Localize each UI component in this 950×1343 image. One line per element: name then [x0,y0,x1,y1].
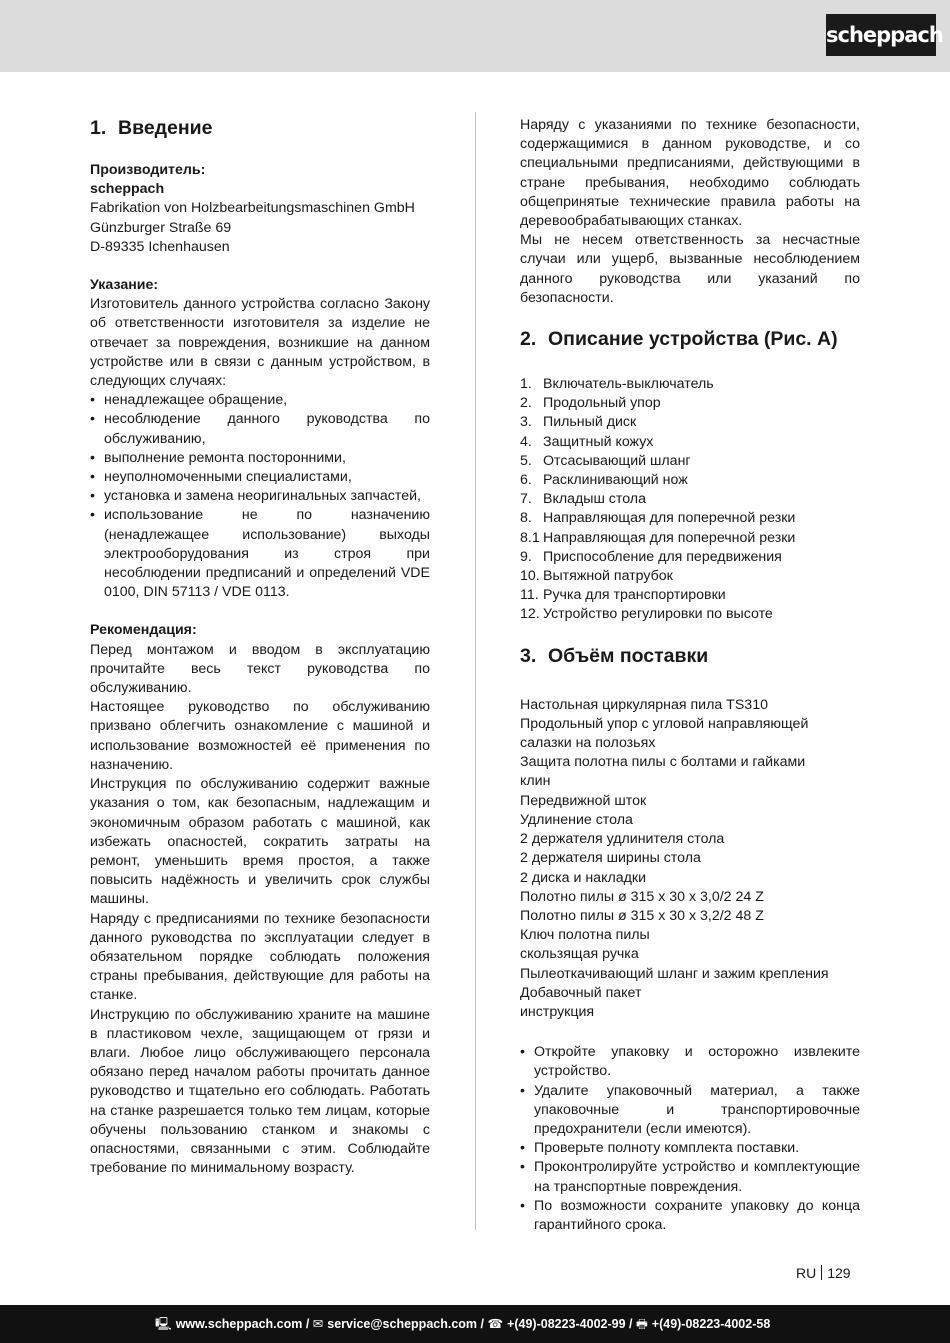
section-3-heading [520,644,860,668]
list-item [520,471,860,490]
part-label: Расклинивающий нож [543,472,688,489]
page-language: RU [796,1265,817,1281]
computer-icon: 🖳 [155,1317,172,1331]
manufacturer-name: scheppach [90,181,165,198]
delivery-list [520,696,860,1022]
safety-intro-paragraph: Наряду с указаниями по технике безопасности, содержащимися в данном руководстве, и со специальными предписаниями, действующими в стране пребывания, необходимо соблюдать общепринятые технические правила работы на деревообрабатывающих станках. [520,117,860,230]
list-item [520,433,860,452]
fax-icon: 🖶 [635,1317,648,1331]
footer-bar [0,1305,950,1343]
list-item [520,394,860,413]
list-item [520,567,860,586]
list-item: Полотно пилы ø 315 x 30 x 3,2/2 48 Z [520,907,764,924]
recommendation-paragraph: Инструкцию по обслуживанию храните на машине в пластиковом чехле, защищающем от грязи и влаги. Любое лицо обслуживающего персонала обязано перед началом работы прочитать данное руководство и тщательно его соблюдать. Работать на станке разрешается только тем лицам, которые обучены пользованию станком и знакомы с опасностями, связанными с этим. Соблюдайте требование по минимальному возрасту. [90,1006,430,1177]
section-2-title: Описание устройства (Рис. A) [548,328,838,351]
address-line: D-89335 Ichenhausen [90,238,230,255]
part-number: 12. [520,606,540,623]
footer-website[interactable]: www.scheppach.com / [175,1317,310,1331]
safety-intro-paragraph: Мы не несем ответственность за несчастные случаи или ущерб, вызванные несоблюдением данного руководства или указаний по безопасности. [520,232,860,306]
list-item: • Откройте упаковку и осторожно извлеките устройство. [520,1043,860,1081]
part-number: 2. [520,395,532,412]
note-bullet-list [90,391,430,602]
list-item [520,490,860,509]
right-column [520,116,860,1235]
list-item: Продольный упор с угловой направляющей [520,715,809,732]
footer-email[interactable]: service@scheppach.com / [327,1317,484,1331]
list-item [520,586,860,605]
list-item: клин [520,773,551,790]
section-3-title: Объём поставки [548,644,709,667]
part-number: 7. [520,491,532,508]
part-label: Защитный кожух [543,433,654,450]
address-line: Fabrikation von Holzbearbeitungsmaschinen GmbH [90,200,415,217]
list-item: • ненадлежащее обращение, [90,391,430,410]
part-label: Приспособление для передвижения [543,548,782,565]
part-label: Отсасывающий шланг [543,452,691,469]
address-line: Günzburger Straße 69 [90,219,232,236]
list-item: Защита полотна пилы с болтами и гайками [520,754,806,771]
list-item: Полотно пилы ø 315 x 30 x 3,0/2 24 Z [520,888,764,905]
list-item [520,509,860,528]
page-number-separator [821,1265,822,1280]
part-label: Продольный упор [543,395,661,412]
list-item [520,375,860,394]
list-item: скользящая ручка [520,946,639,963]
section-3-number: 3. [520,644,537,667]
list-item [520,529,860,548]
parts-list [520,375,860,625]
footer-contacts [155,1305,770,1343]
section-2-number: 2. [520,328,537,351]
recommendation-paragraph: Перед монтажом и вводом в эксплуатацию прочитайте весь текст руководства по обслуживанию. [90,641,430,697]
part-label: Вкладыш стола [543,491,646,508]
part-label: Направляющая для поперечной резки [543,529,796,546]
left-column [90,116,430,1178]
list-item: • неуполномоченными специалистами, [90,468,430,487]
list-item: • Удалите упаковочный материал, а также упаковочные и транспортировочные предохранители (если имеются). [520,1082,860,1140]
part-number: 6. [520,472,532,489]
section-1-title: Введение [118,117,213,139]
list-item: 2 держателя ширины стола [520,850,701,867]
part-number: 9. [520,548,532,565]
part-label: Включатель-выключатель [543,376,714,393]
list-item [520,605,860,624]
list-item: • выполнение ремонта посторонними, [90,449,430,468]
list-item: салазки на полозьях [520,735,656,752]
part-number: 5. [520,452,532,469]
list-item: • несоблюдение данного руководства по обслуживанию, [90,410,430,448]
list-item: 2 диска и накладки [520,869,647,886]
list-item: 2 держателя удлинителя стола [520,831,725,848]
phone-icon: ☎ [487,1317,504,1331]
footer-fax: +(49)-08223-4002-58 [651,1317,771,1331]
page-number [796,1264,851,1283]
part-number: 3. [520,414,532,431]
list-item: инструкция [520,1003,595,1020]
recommendation-paragraph: Инструкция по обслуживанию содержит важные указания о том, как безопасным, надлежащим и экономичным образом работать с машиной, как избежать опасностей, сократить затраты на ремонт, уменьшить время простоя, а также повысить надёжность и увеличить срок службы машины. [90,776,430,908]
part-label: Пильный диск [543,414,637,431]
section-2-heading [520,327,860,351]
scheppach-logo: scheppach [826,14,936,56]
note-label: Указание: [90,277,159,294]
recommendation-label: Рекомендация: [90,622,197,639]
manufacturer-address [90,199,430,257]
note-text: Изготовитель данного устройства согласно Закону об ответственности изготовителя за изделие не отвечает за повреждения, возникшие на данном устройстве или в связи с данным устройством, в следующих случаях: [90,296,430,390]
list-item: • Проконтролируйте устройство и комплектующие на транспортные повреждения. [520,1158,860,1196]
list-item: Передвижной шток [520,792,647,809]
unpacking-steps-list [520,1043,860,1235]
manufacturer-label: Производитель: [90,162,206,178]
list-item [520,548,860,567]
part-number: 11. [520,587,539,604]
column-divider [475,112,476,1230]
part-label: Ручка для транспортировки [543,587,726,604]
recommendation-paragraph: Настоящее руководство по обслуживанию призвано облегчить ознакомление с машиной и использование возможностей её применения по назначению. [90,699,430,773]
recommendation-paragraph: Наряду с предписаниями по технике безопасности данного руководства по эксплуатации следует в обязательном порядке соблюдать положения страны пребывания, действующие для работы на станке. [90,910,430,1004]
list-item: Пылеоткачивающий шланг и зажим крепления [520,965,829,982]
footer-phone[interactable]: +(49)-08223-4002-99 / [507,1317,633,1331]
part-number: 8.1 [520,529,540,546]
header-band [0,0,950,72]
envelope-icon: ✉ [312,1317,324,1331]
part-label: Вытяжной патрубок [543,568,673,585]
part-number: 8. [520,510,532,527]
part-label: Устройство регулировки по высоте [543,606,773,623]
list-item: • Проверьте полноту комплекта поставки. [520,1139,860,1158]
list-item: Добавочный пакет [520,984,642,1001]
part-number: 10. [520,568,540,585]
list-item: • По возможности сохраните упаковку до конца гарантийного срока. [520,1197,860,1235]
section-1-number: 1. [90,117,107,139]
list-item: Настольная циркулярная пила TS310 [520,696,768,713]
list-item: • установка и замена неоригинальных запчастей, [90,487,430,506]
part-number: 1. [520,376,532,393]
part-label: Направляющая для поперечной резки [543,510,796,527]
list-item [520,413,860,432]
part-number: 4. [520,433,532,450]
list-item [520,452,860,471]
list-item: Ключ полотна пилы [520,927,650,944]
page-number-value: 129 [827,1265,851,1281]
section-1-heading [90,116,430,140]
list-item: • использование не по назначению (ненадлежащее использование) выходы электрооборудования из строя при несоблюдении предписаний и определений VDE 0100, DIN 57113 / VDE 0113. [90,506,430,602]
list-item: Удлинение стола [520,811,633,828]
